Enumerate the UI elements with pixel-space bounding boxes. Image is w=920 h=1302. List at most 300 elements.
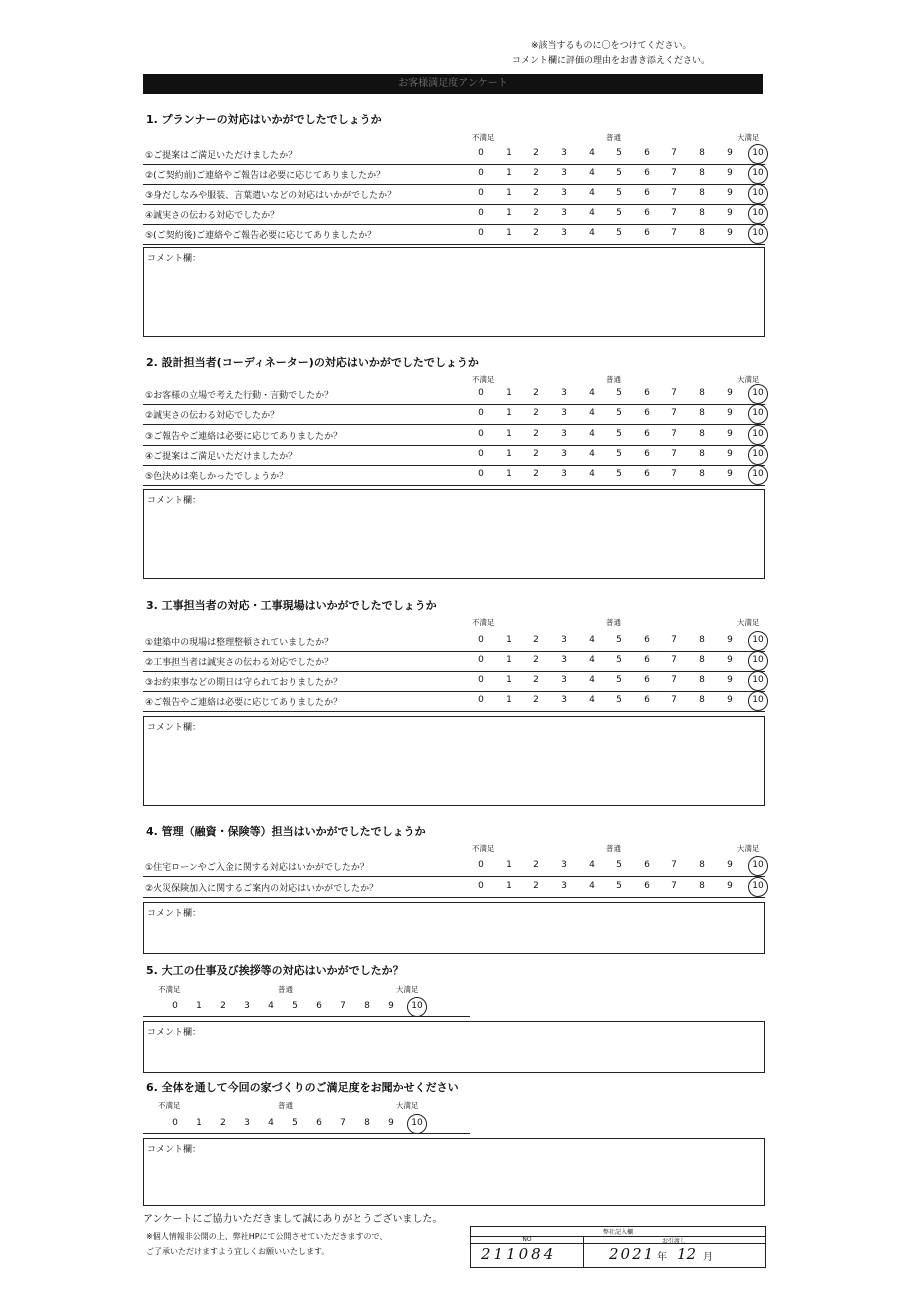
scale-number: 10 <box>411 1118 423 1128</box>
comment-box <box>143 247 765 337</box>
scale-number: 1 <box>196 1001 202 1011</box>
scale-number: 1 <box>506 881 512 891</box>
scale-number: 4 <box>589 860 595 870</box>
scale-number: 7 <box>671 208 677 218</box>
scale-number: 8 <box>699 655 705 665</box>
scale-number: 4 <box>589 168 595 178</box>
scale-number: 10 <box>752 469 764 479</box>
answer-circle <box>748 425 768 445</box>
scale-number: 1 <box>506 388 512 398</box>
scale-number: 8 <box>699 188 705 198</box>
scale-number: 10 <box>752 188 764 198</box>
scale-number: 8 <box>699 168 705 178</box>
scale-number: 0 <box>478 408 484 418</box>
scale-number: 2 <box>533 408 539 418</box>
scale-number: 0 <box>478 148 484 158</box>
scale-number: 2 <box>533 449 539 459</box>
scale-number: 5 <box>616 655 622 665</box>
scale-number: 5 <box>616 881 622 891</box>
scale-number: 8 <box>699 148 705 158</box>
scale-number: 2 <box>533 860 539 870</box>
scale-number: 3 <box>561 188 567 198</box>
sheet-title: お客様満足度アンケート <box>143 74 763 94</box>
section-title: 2. 設計担当者(コーディネーター)の対応はいかがでしたでしょうか <box>146 356 479 369</box>
scale-number: 7 <box>671 429 677 439</box>
scale-number: 2 <box>533 388 539 398</box>
scale-number: 6 <box>316 1118 322 1128</box>
scale-number: 9 <box>727 388 733 398</box>
scale-number: 4 <box>589 408 595 418</box>
answer-circle <box>748 384 768 404</box>
comment-box <box>143 1021 765 1073</box>
section-title: 4. 管理（融資・保険等）担当はいかがでしたでしょうか <box>146 825 426 838</box>
scale-number: 0 <box>478 881 484 891</box>
scale-number: 10 <box>752 228 764 238</box>
section-title: 5. 大工の仕事及び挨拶等の対応はいかがでしたか？ <box>146 964 404 977</box>
scale-number: 5 <box>616 148 622 158</box>
year-unit: 年 <box>657 1252 667 1263</box>
question-text: ①住宅ローンやご入金に関する対応はいかがでしたか？ <box>145 863 369 873</box>
scale-number: 1 <box>506 168 512 178</box>
question-row <box>143 879 765 898</box>
scale-number: 5 <box>292 1001 298 1011</box>
answer-circle <box>748 144 768 164</box>
scale-number: 3 <box>561 429 567 439</box>
answer-circle <box>748 184 768 204</box>
scale-number: 7 <box>671 449 677 459</box>
comment-label: コメント欄： <box>147 1028 202 1038</box>
scale-number: 3 <box>244 1001 250 1011</box>
answer-circle <box>748 691 768 711</box>
scale-number: 9 <box>727 429 733 439</box>
question-row <box>143 858 765 877</box>
scale-mid-label: 普通 <box>278 985 293 994</box>
scale-number: 6 <box>644 408 650 418</box>
section-title: 6. 全体を通して今回の家づくりのご満足度をお聞かせください <box>146 1081 459 1094</box>
answer-circle <box>748 465 768 485</box>
comment-box <box>143 902 765 954</box>
scale-number: 2 <box>533 881 539 891</box>
scale-low-label: 不満足 <box>472 375 495 384</box>
scale-number: 5 <box>616 695 622 705</box>
scale-number: 0 <box>478 228 484 238</box>
scale-number: 2 <box>533 429 539 439</box>
scale-number: 5 <box>292 1118 298 1128</box>
scale-number: 4 <box>589 429 595 439</box>
scale-number: 8 <box>699 675 705 685</box>
scale-low-label: 不満足 <box>158 985 181 994</box>
question-row <box>143 673 765 692</box>
scale-number: 7 <box>671 635 677 645</box>
question-row <box>143 386 765 405</box>
scale-number: 5 <box>616 228 622 238</box>
scale-number: 9 <box>727 675 733 685</box>
scale-underline <box>143 1016 470 1017</box>
scale-number: 4 <box>589 655 595 665</box>
scale-number: 5 <box>616 860 622 870</box>
scale-number: 6 <box>644 168 650 178</box>
scale-number: 1 <box>506 449 512 459</box>
scale-high-label: 大満足 <box>737 375 760 384</box>
answer-circle <box>748 856 768 876</box>
scale-number: 9 <box>727 449 733 459</box>
question-row <box>143 447 765 466</box>
scale-number: 10 <box>752 429 764 439</box>
scale-number: 7 <box>340 1118 346 1128</box>
scale-number: 8 <box>699 388 705 398</box>
scale-number: 6 <box>644 228 650 238</box>
scale-number: 0 <box>478 655 484 665</box>
question-text: ④ご提案はご満足いただけましたか？ <box>145 452 298 462</box>
scale-number: 7 <box>671 675 677 685</box>
scale-number: 4 <box>589 695 595 705</box>
question-text: ②(ご契約前)ご連絡やご報告は必要に応じてありましたか？ <box>145 171 386 181</box>
question-text: ⑤色決めは楽しかったでしょうか？ <box>145 472 289 482</box>
scale-mid-label: 普通 <box>606 844 621 853</box>
scale-number: 9 <box>727 228 733 238</box>
question-text: ⑤(ご契約後)ご連絡やご報告必要に応じてありましたか？ <box>145 231 377 241</box>
scale-number: 9 <box>727 881 733 891</box>
scale-number: 5 <box>616 469 622 479</box>
scale-number: 10 <box>752 655 764 665</box>
question-text: ②工事担当者は誠実さの伝わる対応でしたか？ <box>145 658 334 668</box>
delivery-label: お引渡し <box>661 1238 686 1245</box>
scale-number: 5 <box>616 449 622 459</box>
scale-number: 1 <box>506 695 512 705</box>
scale-number: 10 <box>411 1001 423 1011</box>
answer-circle <box>748 404 768 424</box>
scale-number: 9 <box>388 1118 394 1128</box>
scale-number: 3 <box>561 860 567 870</box>
question-text: ③ご報告やご連絡は必要に応じてありましたか？ <box>145 432 343 442</box>
scale-number: 9 <box>727 469 733 479</box>
question-row <box>143 226 765 245</box>
scale-number: 10 <box>752 408 764 418</box>
scale-number: 0 <box>478 388 484 398</box>
question-text: ①ご提案はご満足いただけましたか？ <box>145 151 298 161</box>
scale-number: 8 <box>699 860 705 870</box>
scale-number: 4 <box>589 388 595 398</box>
scale-number: 0 <box>478 449 484 459</box>
scale-number: 2 <box>533 655 539 665</box>
comment-box <box>143 716 765 806</box>
scale-number: 6 <box>644 881 650 891</box>
scale-number: 9 <box>727 168 733 178</box>
scale-number: 6 <box>644 449 650 459</box>
scale-number: 4 <box>589 449 595 459</box>
scale-number: 10 <box>752 208 764 218</box>
scale-number: 9 <box>727 860 733 870</box>
scale-number: 3 <box>561 228 567 238</box>
scale-number: 3 <box>561 388 567 398</box>
scale-number: 6 <box>644 429 650 439</box>
scale-number: 3 <box>561 148 567 158</box>
question-row <box>143 693 765 712</box>
scale-number: 2 <box>533 675 539 685</box>
scale-number: 4 <box>589 148 595 158</box>
scale-number: 2 <box>533 228 539 238</box>
scale-number: 9 <box>727 695 733 705</box>
section-title: 3. 工事担当者の対応・工事現場はいかがでしたでしょうか <box>146 599 437 612</box>
scale-number: 8 <box>699 695 705 705</box>
scale-number: 1 <box>196 1118 202 1128</box>
scale-number: 2 <box>533 208 539 218</box>
scale-number: 10 <box>752 695 764 705</box>
scale-number: 3 <box>244 1118 250 1128</box>
scale-number: 4 <box>268 1118 274 1128</box>
scale-number: 8 <box>699 228 705 238</box>
scale-number: 8 <box>699 408 705 418</box>
scale-number: 9 <box>727 208 733 218</box>
question-text: ①お客様の立場で考えた行動・言動でしたか？ <box>145 391 334 401</box>
question-text: ③お約束事などの期日は守られておりましたか？ <box>145 678 343 688</box>
scale-high-label: 大満足 <box>737 133 760 142</box>
comment-label: コメント欄： <box>147 723 202 733</box>
scale-underline <box>143 1133 470 1134</box>
scale-number: 5 <box>616 168 622 178</box>
answer-circle <box>748 224 768 244</box>
instruction-note-1: ※該当するものに〇をつけてください。 <box>531 41 692 51</box>
scale-number: 9 <box>727 635 733 645</box>
scale-number: 7 <box>671 881 677 891</box>
scale-number: 8 <box>699 881 705 891</box>
scale-number: 7 <box>671 695 677 705</box>
scale-number: 2 <box>533 695 539 705</box>
scale-number: 7 <box>671 655 677 665</box>
scale-number: 9 <box>727 655 733 665</box>
scale-number: 2 <box>533 168 539 178</box>
scale-number: 4 <box>589 228 595 238</box>
question-row <box>143 166 765 185</box>
privacy-note-1: ※個人情報非公開の上、弊社HPにて公開させていただきますので、 <box>146 1232 388 1241</box>
scale-number: 3 <box>561 635 567 645</box>
scale-number: 2 <box>533 635 539 645</box>
scale-number: 5 <box>616 408 622 418</box>
comment-label: コメント欄： <box>147 1145 202 1155</box>
scale-number: 6 <box>644 655 650 665</box>
question-row <box>143 146 765 165</box>
scale-number: 9 <box>388 1001 394 1011</box>
scale-number: 3 <box>561 675 567 685</box>
office-use-box <box>470 1226 766 1268</box>
scale-number: 6 <box>316 1001 322 1011</box>
answer-circle <box>748 671 768 691</box>
scale-number: 0 <box>478 208 484 218</box>
scale-number: 7 <box>671 469 677 479</box>
scale-number: 10 <box>752 675 764 685</box>
answer-circle <box>407 1114 427 1134</box>
scale-number: 4 <box>589 881 595 891</box>
scale-mid-label: 普通 <box>606 375 621 384</box>
scale-number: 9 <box>727 148 733 158</box>
comment-box <box>143 489 765 579</box>
scale-number: 3 <box>561 408 567 418</box>
scale-number: 2 <box>533 148 539 158</box>
scale-number: 3 <box>561 449 567 459</box>
scale-number: 0 <box>478 675 484 685</box>
comment-label: コメント欄： <box>147 909 202 919</box>
scale-number: 6 <box>644 188 650 198</box>
scale-number: 1 <box>506 675 512 685</box>
scale-mid-label: 普通 <box>606 133 621 142</box>
scale-high-label: 大満足 <box>737 618 760 627</box>
answer-circle <box>748 445 768 465</box>
scale-number: 0 <box>172 1001 178 1011</box>
question-row <box>143 406 765 425</box>
scale-number: 1 <box>506 228 512 238</box>
scale-number: 8 <box>699 635 705 645</box>
scale-number: 8 <box>699 449 705 459</box>
scale-low-label: 不満足 <box>472 844 495 853</box>
scale-number: 6 <box>644 388 650 398</box>
scale-number: 4 <box>268 1001 274 1011</box>
scale-number: 7 <box>671 228 677 238</box>
scale-number: 1 <box>506 860 512 870</box>
scale-number: 5 <box>616 429 622 439</box>
scale-number: 1 <box>506 208 512 218</box>
answer-circle <box>748 631 768 651</box>
question-text: ④誠実さの伝わる対応でしたか？ <box>145 211 280 221</box>
scale-number: 5 <box>616 388 622 398</box>
scale-number: 3 <box>561 655 567 665</box>
delivery-year: 2021 <box>609 1245 656 1263</box>
scale-number: 4 <box>589 635 595 645</box>
scale-number: 5 <box>616 675 622 685</box>
scale-number: 6 <box>644 635 650 645</box>
scale-number: 0 <box>478 429 484 439</box>
scale-number: 2 <box>220 1001 226 1011</box>
scale-number: 4 <box>589 208 595 218</box>
scale-number: 6 <box>644 675 650 685</box>
scale-mid-label: 普通 <box>278 1101 293 1110</box>
scale-high-label: 大満足 <box>396 985 419 994</box>
scale-number: 10 <box>752 148 764 158</box>
answer-circle <box>748 204 768 224</box>
instruction-note-2: コメント欄に評価の理由をお書き添えください。 <box>512 56 711 66</box>
scale-number: 7 <box>671 388 677 398</box>
scale-number: 5 <box>616 208 622 218</box>
scale-low-label: 不満足 <box>158 1101 181 1110</box>
office-use-label: 弊社記入欄 <box>602 1229 633 1236</box>
scale-number: 10 <box>752 168 764 178</box>
scale-number: 7 <box>671 148 677 158</box>
scale-number: 1 <box>506 188 512 198</box>
scale-number: 0 <box>478 695 484 705</box>
scale-number: 5 <box>616 188 622 198</box>
scale-number: 1 <box>506 148 512 158</box>
scale-number: 6 <box>644 695 650 705</box>
scale-mid-label: 普通 <box>606 618 621 627</box>
scale-number: 0 <box>478 188 484 198</box>
privacy-note-2: ご了承いただけますよう宜しくお願いいたします。 <box>146 1247 330 1256</box>
question-row <box>143 653 765 672</box>
scale-number: 0 <box>478 860 484 870</box>
scale-number: 10 <box>752 635 764 645</box>
scale-number: 7 <box>340 1001 346 1011</box>
question-row <box>143 427 765 446</box>
scale-number: 8 <box>699 469 705 479</box>
answer-circle <box>748 877 768 897</box>
scale-number: 7 <box>671 860 677 870</box>
scale-high-label: 大満足 <box>737 844 760 853</box>
scale-number: 4 <box>589 188 595 198</box>
comment-label: コメント欄： <box>147 254 202 264</box>
scale-number: 9 <box>727 188 733 198</box>
scale-number: 0 <box>478 168 484 178</box>
scale-number: 2 <box>220 1118 226 1128</box>
month-unit: 月 <box>703 1252 713 1263</box>
scale-number: 7 <box>671 188 677 198</box>
scale-number: 10 <box>752 881 764 891</box>
scale-number: 3 <box>561 881 567 891</box>
comment-box <box>143 1138 765 1206</box>
question-row <box>143 206 765 225</box>
scale-number: 2 <box>533 469 539 479</box>
scale-number: 2 <box>533 188 539 198</box>
scale-number: 0 <box>478 635 484 645</box>
scale-number: 7 <box>671 168 677 178</box>
scale-number: 1 <box>506 635 512 645</box>
scale-number: 0 <box>478 469 484 479</box>
question-row <box>143 467 765 486</box>
scale-number: 5 <box>616 635 622 645</box>
scale-number: 10 <box>752 860 764 870</box>
scale-number: 1 <box>506 469 512 479</box>
scale-number: 3 <box>561 695 567 705</box>
scale-number: 10 <box>752 449 764 459</box>
question-text: ④ご報告やご連絡は必要に応じてありましたか？ <box>145 698 343 708</box>
scale-number: 8 <box>364 1001 370 1011</box>
scale-number: 0 <box>172 1118 178 1128</box>
scale-number: 1 <box>506 655 512 665</box>
comment-label: コメント欄： <box>147 496 202 506</box>
scale-number: 7 <box>671 408 677 418</box>
customer-number: 211084 <box>481 1245 557 1263</box>
scale-number: 8 <box>364 1118 370 1128</box>
question-row <box>143 633 765 652</box>
scale-number: 8 <box>699 429 705 439</box>
scale-number: 10 <box>752 388 764 398</box>
scale-number: 6 <box>644 148 650 158</box>
scale-number: 6 <box>644 860 650 870</box>
question-text: ②誠実さの伝わる対応でしたか？ <box>145 411 280 421</box>
question-row <box>143 186 765 205</box>
thanks-text: アンケートにご協力いただきまして誠にありがとうございました。 <box>143 1214 443 1225</box>
scale-number: 4 <box>589 675 595 685</box>
scale-low-label: 不満足 <box>472 618 495 627</box>
delivery-month: 12 <box>677 1245 697 1263</box>
scale-number: 3 <box>561 469 567 479</box>
scale-number: 1 <box>506 429 512 439</box>
scale-number: 4 <box>589 469 595 479</box>
scale-number: 3 <box>561 168 567 178</box>
answer-circle <box>748 651 768 671</box>
scale-number: 6 <box>644 208 650 218</box>
no-label: NO <box>522 1236 532 1243</box>
scale-number: 6 <box>644 469 650 479</box>
scale-low-label: 不満足 <box>472 133 495 142</box>
scale-number: 9 <box>727 408 733 418</box>
question-text: ②火災保険加入に関するご案内の対応はいかがでしたか？ <box>145 884 379 894</box>
answer-circle <box>748 164 768 184</box>
section-title: 1. プランナーの対応はいかがでしたでしょうか <box>146 113 382 126</box>
scale-number: 3 <box>561 208 567 218</box>
scale-number: 1 <box>506 408 512 418</box>
answer-circle <box>407 997 427 1017</box>
scale-number: 8 <box>699 208 705 218</box>
scale-high-label: 大満足 <box>396 1101 419 1110</box>
question-text: ③身だしなみや服装、言葉遣いなどの対応はいかがでしたか？ <box>145 191 397 201</box>
